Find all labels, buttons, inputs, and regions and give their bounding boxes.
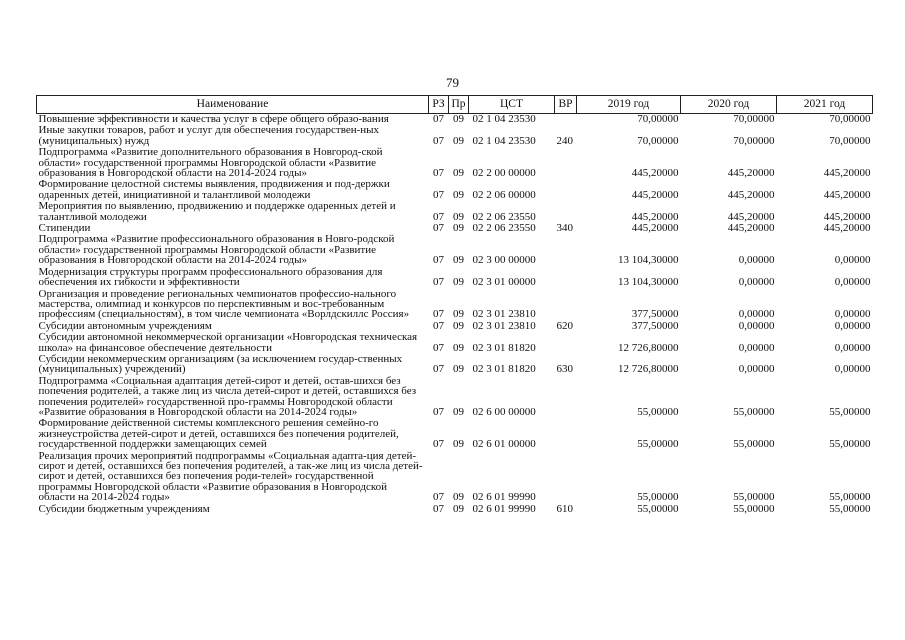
row-vr — [555, 289, 577, 321]
header-cst: ЦСТ — [469, 96, 555, 114]
row-2019: 55,00000 — [637, 491, 679, 504]
row-2019: 70,00000 — [637, 134, 679, 147]
row-2019: 13 104,30000 — [618, 276, 679, 289]
row-2021: 55,00000 — [829, 438, 871, 451]
row-rz: 07 — [433, 308, 444, 321]
row-vr: 610 — [556, 502, 573, 515]
row-cst: 02 2 00 00000 — [472, 167, 536, 180]
row-cst: 02 6 01 00000 — [472, 438, 536, 451]
row-2020: 0,00000 — [738, 308, 775, 321]
row-rz: 07 — [433, 188, 444, 201]
row-2020: 0,00000 — [738, 276, 775, 289]
header-2020: 2020 год — [681, 96, 777, 114]
row-pr: 09 — [453, 254, 464, 267]
row-2019: 445,20000 — [631, 210, 679, 223]
row-cst: 02 2 06 23550 — [472, 222, 536, 235]
row-cst: 02 3 01 81820 — [472, 363, 536, 376]
row-rz: 07 — [433, 210, 444, 223]
row-pr: 09 — [453, 491, 464, 504]
row-vr — [555, 147, 577, 179]
row-2020: 55,00000 — [733, 491, 775, 504]
table-row — [37, 125, 873, 147]
row-pr: 09 — [453, 134, 464, 147]
table-row — [37, 418, 873, 450]
table-row — [37, 504, 873, 515]
row-pr: 09 — [453, 308, 464, 321]
row-2021: 55,00000 — [829, 491, 871, 504]
row-cst: 02 6 00 00000 — [472, 405, 536, 418]
row-2020: 0,00000 — [738, 341, 775, 354]
row-2021: 55,00000 — [829, 405, 871, 418]
row-cst: 02 3 00 00000 — [472, 254, 536, 267]
budget-table — [36, 95, 873, 515]
row-2021: 445,20000 — [823, 188, 871, 201]
row-rz: 07 — [433, 341, 444, 354]
row-2020: 0,00000 — [738, 319, 775, 332]
row-vr: 240 — [556, 134, 573, 147]
row-rz: 07 — [433, 222, 444, 235]
row-vr — [555, 332, 577, 354]
row-pr: 09 — [453, 405, 464, 418]
row-rz: 07 — [433, 491, 444, 504]
header-vr: ВР — [555, 96, 577, 114]
row-2019: 445,20000 — [631, 167, 679, 180]
row-name: Субсидии бюджетным учреждениям — [38, 502, 210, 515]
row-2019: 70,00000 — [637, 113, 679, 125]
row-name: Модернизация структуры программ профессионального образования для обеспечения их гибкости и эффективности — [38, 265, 383, 289]
table-row — [37, 376, 873, 419]
row-vr: 630 — [556, 363, 573, 376]
row-2020: 0,00000 — [738, 363, 775, 376]
row-pr: 09 — [453, 188, 464, 201]
row-pr: 09 — [453, 341, 464, 354]
row-2019: 55,00000 — [637, 502, 679, 515]
row-cst: 02 2 06 23550 — [472, 210, 536, 223]
row-cst: 02 6 01 99990 — [472, 502, 536, 515]
row-2020: 445,20000 — [727, 167, 775, 180]
row-vr — [555, 267, 577, 289]
row-2019: 12 726,80000 — [618, 341, 679, 354]
row-name: Повышение эффективности и качества услуг в сфере общего образо-вания — [38, 113, 389, 125]
row-rz: 07 — [433, 167, 444, 180]
row-name: Субсидии некоммерческим организациям (за исключением государ-ственных (муниципальных) учреждений) — [38, 352, 403, 376]
row-2019: 55,00000 — [637, 405, 679, 418]
row-2021: 70,00000 — [829, 113, 871, 125]
row-cst: 02 2 06 00000 — [472, 188, 536, 201]
row-name: Подпрограмма «Развитие дополнительного образования в Новгород-ской области» государственной программы Новгородской области «Развитие образования в Новгородской области на 2014-2024 годы» — [38, 146, 383, 180]
row-pr: 09 — [453, 222, 464, 235]
row-2021: 0,00000 — [834, 254, 871, 267]
row-2019: 445,20000 — [631, 188, 679, 201]
row-name: Иные закупки товаров, работ и услуг для обеспечения государствен-ных (муниципальных) нужд — [38, 124, 380, 147]
row-pr: 09 — [453, 210, 464, 223]
row-2021: 445,20000 — [823, 210, 871, 223]
row-2021: 0,00000 — [834, 276, 871, 289]
row-pr: 09 — [453, 276, 464, 289]
row-pr: 09 — [453, 167, 464, 180]
row-pr: 09 — [453, 319, 464, 332]
table-row — [37, 267, 873, 289]
table-row — [37, 201, 873, 223]
row-cst: 02 1 04 23530 — [472, 113, 536, 125]
row-2020: 445,20000 — [727, 210, 775, 223]
row-name: Субсидии автономной некоммерческой организации «Новгородская техническая школа» на финансовое обеспечение деятельности — [38, 331, 418, 354]
row-2021: 0,00000 — [834, 341, 871, 354]
row-2021: 0,00000 — [834, 308, 871, 321]
row-2019: 377,50000 — [631, 319, 679, 332]
row-name: Субсидии автономным учреждениям — [38, 319, 212, 332]
header-2019: 2019 год — [577, 96, 681, 114]
header-name: Наименование — [37, 96, 429, 114]
row-rz: 07 — [433, 405, 444, 418]
row-name: Организация и проведение региональных чемпионатов профессио-нального мастерства, олимпиад и конкурсов по перспективным и вос-требованным профессиям (специальностям), в том числе чемпионата «Ворлдскиллс Россия» — [38, 287, 410, 321]
row-name: Формирование действенной системы комплексного решения семейно-го жизнеустройства детей-сирот и детей, оставшихся без попечения родителей, государственной поддержки замещающих семей — [38, 417, 399, 451]
row-cst: 02 3 01 00000 — [472, 276, 536, 289]
row-2021: 0,00000 — [834, 363, 871, 376]
row-cst: 02 3 01 81820 — [472, 341, 536, 354]
row-2021: 0,00000 — [834, 319, 871, 332]
table-row — [37, 179, 873, 201]
row-pr: 09 — [453, 502, 464, 515]
row-rz: 07 — [433, 363, 444, 376]
row-vr — [555, 451, 577, 504]
row-2020: 70,00000 — [733, 134, 775, 147]
row-vr — [555, 376, 577, 419]
row-2020: 55,00000 — [733, 502, 775, 515]
row-name: Подпрограмма «Социальная адаптация детей-сирот и детей, остав-шихся без попечения родителей, а также лиц из числа детей-сирот и детей, оставшихся без попечения родителей» государственной про-граммы Новгородской области «Развитие образования в Новгородской области на 2014-2024 годы» — [38, 374, 417, 418]
table-row — [37, 354, 873, 376]
row-name: Подпрограмма «Развитие профессионального образования в Новго-родской области» государственной программы Новгородской области «Развитие образования в Новгородской области на 2014-2024 годы» — [38, 233, 395, 267]
row-2020: 55,00000 — [733, 405, 775, 418]
table-header-row — [37, 96, 873, 114]
header-2021: 2021 год — [777, 96, 873, 114]
row-pr: 09 — [453, 438, 464, 451]
page-number: 79 — [446, 75, 459, 90]
row-vr — [555, 201, 577, 223]
row-rz: 07 — [433, 276, 444, 289]
row-pr: 09 — [453, 113, 464, 125]
row-2020: 445,20000 — [727, 188, 775, 201]
header-rz: РЗ — [429, 96, 449, 114]
table-row — [37, 332, 873, 354]
row-2019: 445,20000 — [631, 222, 679, 235]
table-row — [37, 289, 873, 321]
row-2019: 12 726,80000 — [618, 363, 679, 376]
row-vr — [555, 418, 577, 450]
table-body — [37, 114, 873, 516]
row-pr: 09 — [453, 363, 464, 376]
table-row — [37, 451, 873, 504]
row-2021: 70,00000 — [829, 134, 871, 147]
row-vr — [555, 179, 577, 201]
row-vr: 340 — [556, 222, 573, 235]
row-2020: 55,00000 — [733, 438, 775, 451]
row-rz: 07 — [433, 502, 444, 515]
row-cst: 02 3 01 23810 — [472, 319, 536, 332]
row-name: Формирование целостной системы выявления, продвижения и под-держки одаренных детей, инициативной и талантливой молодежи — [38, 178, 390, 201]
row-vr: 620 — [556, 319, 573, 332]
row-rz: 07 — [433, 319, 444, 332]
row-2020: 445,20000 — [727, 222, 775, 235]
row-name: Мероприятия по выявлению, продвижению и поддержке одаренных детей и талантливой молодежи — [38, 200, 396, 223]
row-2019: 55,00000 — [637, 438, 679, 451]
header-pr: Пр — [449, 96, 469, 114]
row-cst: 02 6 01 99990 — [472, 491, 536, 504]
row-rz: 07 — [433, 254, 444, 267]
row-cst: 02 3 01 23810 — [472, 308, 536, 321]
row-rz: 07 — [433, 438, 444, 451]
row-2019: 13 104,30000 — [618, 254, 679, 267]
row-rz: 07 — [433, 113, 444, 125]
table-row — [37, 147, 873, 179]
table-row — [37, 234, 873, 266]
row-2021: 445,20000 — [823, 222, 871, 235]
row-vr — [555, 114, 577, 126]
row-name: Реализация прочих мероприятий подпрограммы «Социальная адапта-ция детей-сирот и детей, оставшихся без попечения родителей, а так-же лиц из числа детей-сирот и детей, оставшихся без попечения роди-телей» государственной программы Новгородской области «Развитие образования в Новгородской области на 2014-2024 годы» — [38, 449, 423, 504]
row-rz: 07 — [433, 134, 444, 147]
row-2021: 445,20000 — [823, 167, 871, 180]
row-vr — [555, 234, 577, 266]
row-cst: 02 1 04 23530 — [472, 134, 536, 147]
row-name: Стипендии — [38, 222, 91, 235]
row-2019: 377,50000 — [631, 308, 679, 321]
row-2020: 0,00000 — [738, 254, 775, 267]
row-2020: 70,00000 — [733, 113, 775, 125]
row-2021: 55,00000 — [829, 502, 871, 515]
